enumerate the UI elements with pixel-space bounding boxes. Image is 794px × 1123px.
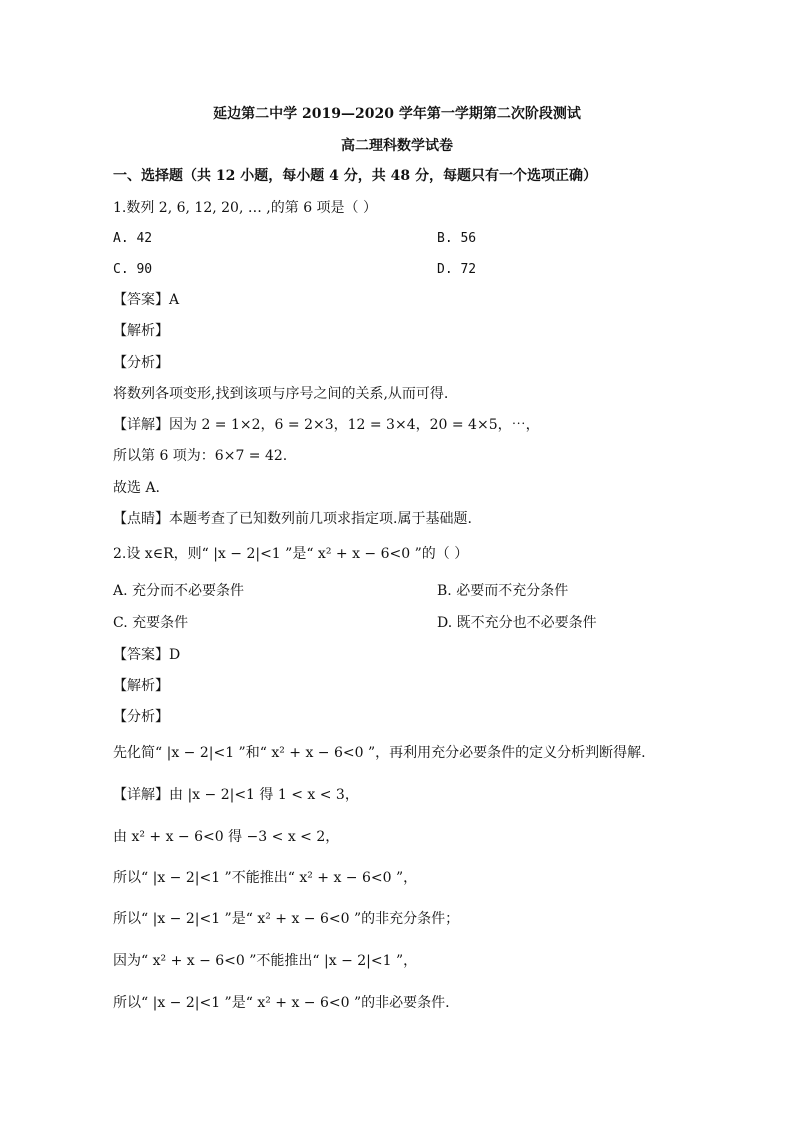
q1-answer: 【答案】A xyxy=(113,292,180,308)
q2-answer: 【答案】D xyxy=(113,647,181,663)
exam-subtitle: 高二理科数学试卷 xyxy=(341,138,453,154)
q1-option-b: B. 56 xyxy=(437,231,477,246)
q1-fenxi-text: 将数列各项变形,找到该项与序号之间的关系,从而可得. xyxy=(113,386,449,402)
q1-detail-1: 【详解】因为 2 = 1×2，6 = 2×3，12 = 3×4，20 = 4×5，⋯， xyxy=(113,417,540,433)
q1-option-c: C. 90 xyxy=(113,262,153,277)
q2-detail-3: 所以“ |x − 2|<1 ”不能推出“ x² + x − 6<0 ”， xyxy=(113,870,418,886)
q2-option-d: D. 既不充分也不必要条件 xyxy=(437,615,597,631)
q1-fenxi-label: 【分析】 xyxy=(113,355,169,371)
q2-fenxi-text: 先化简“ |x − 2|<1 ”和“ x² + x − 6<0 ”，再利用充分必要条件的定义分析判断得解. xyxy=(113,745,646,761)
exam-title: 延边第二中学 2019—2020 学年第一学期第二次阶段测试 xyxy=(213,106,581,122)
q2-option-a: A. 充分而不必要条件 xyxy=(113,583,245,599)
q1-comment: 【点睛】本题考查了已知数列前几项求指定项.属于基础题. xyxy=(113,511,472,527)
q1-option-d: D. 72 xyxy=(437,262,477,277)
q2-fenxi-label: 【分析】 xyxy=(113,709,169,725)
q2-analysis-label: 【解析】 xyxy=(113,678,169,694)
q1-option-a: A. 42 xyxy=(113,231,153,246)
q2-detail-1: 【详解】由 |x − 2|<1 得 1 < x < 3， xyxy=(113,787,359,803)
section-heading: 一、选择题（共 12 小题，每小题 4 分，共 48 分，每题只有一个选项正确） xyxy=(113,168,597,184)
q2-detail-6: 所以“ |x − 2|<1 ”是“ x² + x − 6<0 ”的非必要条件. xyxy=(113,995,450,1011)
q2-stem: 2.设 x∈R，则“ |x − 2|<1 ”是“ x² + x − 6<0 ”的（ ） xyxy=(113,546,469,562)
q2-detail-5: 因为“ x² + x − 6<0 ”不能推出“ |x − 2|<1 ”， xyxy=(113,953,418,969)
q2-detail-4: 所以“ |x − 2|<1 ”是“ x² + x − 6<0 ”的非充分条件； xyxy=(113,911,460,927)
q1-analysis-label: 【解析】 xyxy=(113,323,169,339)
q1-detail-3: 故选 A. xyxy=(113,480,161,496)
q1-stem: 1.数列 2, 6, 12, 20, … ,的第 6 项是（ ） xyxy=(113,200,378,216)
q2-detail-2: 由 x² + x − 6<0 得 −3 < x < 2， xyxy=(113,829,340,845)
q2-option-c: C. 充要条件 xyxy=(113,615,189,631)
q1-detail-2: 所以第 6 项为：6×7 = 42. xyxy=(113,448,288,464)
q2-option-b: B. 必要而不充分条件 xyxy=(437,583,569,599)
